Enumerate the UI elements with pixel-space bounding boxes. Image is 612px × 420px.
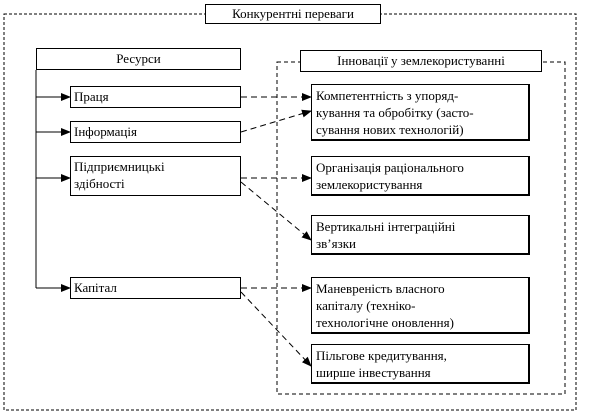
innovation-land-organization: Організація раціонального землекористування <box>311 156 530 196</box>
resource-capital: Капітал <box>70 277 241 299</box>
innovation-competence: Компетентність з упоряд- кування та обробітку (засто- сування нових технологій) <box>311 84 530 141</box>
resource-labour: Праця <box>70 86 241 108</box>
innovation-preferential-credit: Пільгове кредитування, ширше інвестування <box>311 344 530 384</box>
arrow-entrepreneurship-integration <box>241 182 311 240</box>
innovations-header: Інновації у землекористуванні <box>300 50 542 72</box>
arrow-information-competence <box>241 111 311 132</box>
innovation-capital-maneuverability: Маневреність власного капіталу (техніко- технологічне оновлення) <box>311 277 530 334</box>
innovation-vertical-integration: Вертикальні інтеграційні зв’язки <box>311 215 530 255</box>
resource-information: Інформація <box>70 121 241 143</box>
resource-entrepreneurship: Підприємницькі здібності <box>70 156 241 196</box>
resources-header: Ресурси <box>36 48 241 70</box>
diagram-title: Конкурентні переваги <box>205 4 381 24</box>
arrow-capital-credit <box>241 292 311 366</box>
